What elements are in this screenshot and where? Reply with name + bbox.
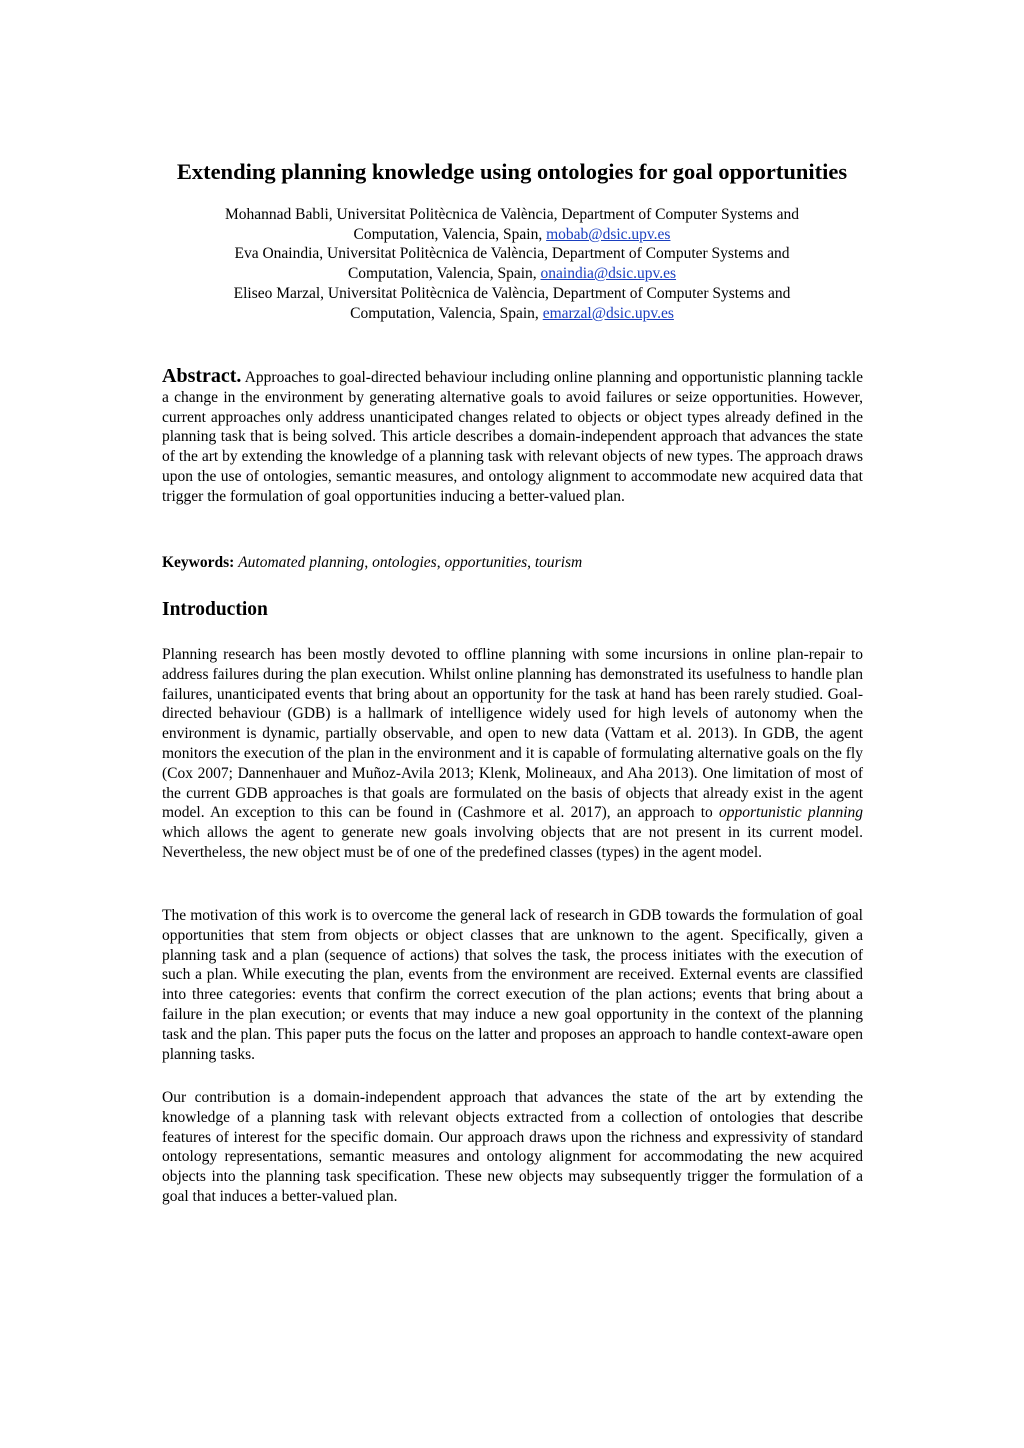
keywords-label: Keywords: xyxy=(162,554,235,571)
paragraph xyxy=(162,645,863,863)
author-email-link[interactable]: mobab@dsic.upv.es xyxy=(546,225,671,243)
paragraph-text: Our contribution is a domain-independent approach that advances the state of the art by extending the knowledge of a planning task with relevant objects extracted from a collection of ontologies that describe features of interest for the specific domain. Our approach draws upon the richness and expressivity of standard ontology representations, semantic measures and ontology alignment for accommodating the new acquired objects into the planning task specification. These new objects may subsequently trigger the formulation of a goal that induces a better-valued plan. xyxy=(162,1089,863,1205)
keyword: opportunities xyxy=(444,554,528,571)
paragraph xyxy=(162,1088,863,1207)
paragraph-text: The motivation of this work is to overcome the general lack of research in GDB towards the formulation of goal opportunities that stem from objects or object classes that are unknown to the agent. Specifically, given a planning task and a plan (sequence of actions) that solves the task, the process initiates with the execution of such a plan. While executing the plan, events from the environment are received. External events are classified into three categories: events that confirm the correct execution of the plan actions; events that bring about a failure in the plan execution; or events that may induce a new goal opportunity in the context of the planning task and the plan. This paper puts the focus on the latter and proposes an approach to handle context-aware open planning tasks. xyxy=(162,907,863,1063)
keyword: ontologies xyxy=(372,554,437,571)
keywords xyxy=(162,553,863,573)
keyword-separator: , xyxy=(527,554,535,571)
keyword-separator: , xyxy=(364,554,373,571)
author-location-text: Computation, Valencia, Spain, xyxy=(350,304,543,322)
abstract-text: Approaches to goal-directed behaviour including online planning and opportunistic planning tackle a change in the environment by generating alternative goals to avoid failures or seize opportunities. However, current approaches only address unanticipated changes related to objects or object types already defined in the planning task that is being solved. This article describes a domain-independent approach that advances the state of the art by extending the knowledge of a planning task with relevant objects of new types. The approach draws upon the use of ontologies, semantic measures, and ontology alignment to accommodate new acquired data that trigger the formulation of goal opportunities inducing a better-valued plan. xyxy=(162,369,863,505)
author-block xyxy=(150,205,874,323)
paragraph-text: which allows the agent to generate new goals involving objects that are not present in its current model. Nevertheless, the new object must be of one of the predefined classes (types) in the agent model. xyxy=(162,824,863,861)
paragraph-text: Planning research has been mostly devoted to offline planning with some incursions in online plan-repair to address failures during the plan execution. Whilst online planning has demonstrated its usefulness to handle plan failures, unanticipated events that bring about an opportunity for the task at hand has been rarely studied. Goal-directed behaviour (GDB) is a hallmark of intelligence widely used for high levels of autonomy when the environment is dynamic, partially observable, and open to new data (Vattam et al. 2013). In GDB, the agent monitors the execution of the plan in the environment and it is capable of formulating alternative goals on the fly (Cox 2007; Dannenhauer and Muñoz-Avila 2013; Klenk, Molineaux, and Aha 2013). One limitation of most of the current GDB approaches is that goals are formulated on the basis of objects that already exist in the agent model. An exception to this can be found in (Cashmore et al. 2017), an approach to xyxy=(162,646,863,822)
author-location-text: Computation, Valencia, Spain, xyxy=(347,265,541,283)
section-heading-introduction: Introduction xyxy=(162,599,268,620)
keyword: tourism xyxy=(534,554,583,571)
abstract-label: Abstract. xyxy=(162,365,242,387)
keyword: Automated planning xyxy=(238,554,365,571)
author-location-line xyxy=(150,264,874,284)
author-location-text: Computation, Valencia, Spain, xyxy=(353,225,547,243)
abstract xyxy=(162,367,863,507)
author-email-link[interactable]: onaindia@dsic.upv.es xyxy=(540,265,677,283)
paragraph xyxy=(162,906,863,1064)
author-affiliation-line: Eva Onaindia, Universitat Politècnica de València, Department of Computer Systems and xyxy=(234,245,790,263)
author-email-link[interactable]: emarzal@dsic.upv.es xyxy=(542,304,674,322)
keyword-separator: , xyxy=(436,554,445,571)
author-affiliation-line: Mohannad Babli, Universitat Politècnica de València, Department of Computer Systems and xyxy=(225,206,799,223)
author-affiliation-line: Eliseo Marzal, Universitat Politècnica de València, Department of Computer Systems and xyxy=(233,284,791,302)
paper-title: Extending planning knowledge using ontologies for goal opportunities xyxy=(176,159,848,184)
author-location-line xyxy=(150,225,874,245)
emphasis-text: opportunistic planning xyxy=(719,804,863,822)
author-location-line xyxy=(150,304,874,324)
